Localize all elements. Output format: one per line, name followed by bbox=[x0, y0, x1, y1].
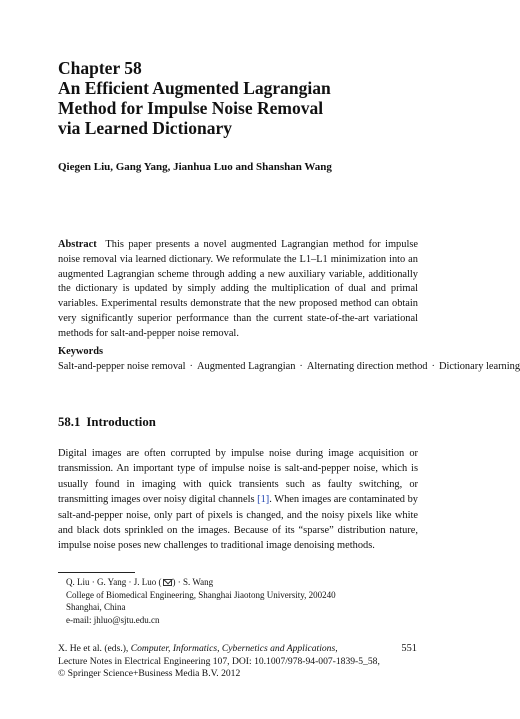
section-heading bbox=[58, 415, 156, 430]
footnote-authors-text: Q. Liu · G. Yang · J. Luo ( bbox=[66, 577, 162, 587]
footnote-authors bbox=[66, 576, 416, 589]
footnote-authors-text: ) · S. Wang bbox=[172, 577, 214, 587]
book-title: Computer, Informatics, Cybernetics and Applications bbox=[130, 643, 336, 654]
keyword-separator: · bbox=[431, 360, 435, 372]
footnote-city: Shanghai, China bbox=[66, 602, 126, 613]
keyword: Augmented Lagrangian bbox=[197, 360, 296, 372]
section-title: Introduction bbox=[86, 415, 156, 429]
chapter-title-line-1: An Efficient Augmented Lagrangian bbox=[58, 78, 331, 98]
chapter-heading bbox=[58, 58, 418, 138]
envelope-icon bbox=[163, 579, 172, 586]
abstract-text: This paper presents a novel augmented Lagrangian method for impulse noise removal via learned dictionary. We reformulate the L1–L1 minimization into an augmented Lagrangian scheme through adding a new auxiliary variable, additionally the dictionary is updated by simply adding the multiplication of dual and primal variables. Experimental results demonstrate that the new proposed method can obtain very significantly superior performance than the current state-of-the-art variational methods for salt-and-pepper noise removal. bbox=[58, 239, 418, 339]
publication-info bbox=[58, 643, 418, 681]
abstract-label: Abstract bbox=[58, 239, 97, 250]
editors-text: X. He et al. (eds.), bbox=[58, 643, 131, 654]
keyword: Dictionary learning bbox=[438, 360, 520, 372]
footnote-affiliation: College of Biomedical Engineering, Shanghai Jiaotong University, 200240 bbox=[66, 589, 336, 600]
keyword: Alternating direction method bbox=[306, 360, 428, 372]
footnote-rule bbox=[58, 572, 135, 573]
publication-line-1 bbox=[58, 643, 418, 656]
publication-line-3: © Springer Science+Business Media B.V. 2012 bbox=[58, 668, 241, 680]
intro-text: Digital images are often corrupted by impulse noise during image acquisition or transmission. An important type of impulse noise is salt-and-pepper noise, which is usually found in imaging with quick transients such as faulty switching, or transmitting images over noisy digital channels bbox=[58, 448, 418, 506]
footnote-email: e-mail: jhluo@sjtu.edu.cn bbox=[66, 614, 160, 625]
keyword-separator: · bbox=[299, 360, 303, 372]
keyword-separator: · bbox=[189, 360, 193, 372]
page-number: 551 bbox=[401, 643, 417, 654]
chapter-title-line-3: via Learned Dictionary bbox=[58, 118, 233, 138]
publication-line-2: Lecture Notes in Electrical Engineering 107, DOI: 10.1007/978-94-007-1839-5_58, bbox=[58, 655, 380, 667]
intro-paragraph bbox=[58, 446, 418, 554]
intro-text: . When images are contaminated by salt-and-pepper noise, only part of pixels is changed, and the noisy pixels like white and black dots sprinkled on the images. Because of its “sparse” distribution nature, impulse noise poses new challenges to traditional image denoising methods. bbox=[58, 494, 418, 552]
keywords bbox=[58, 345, 520, 375]
abstract bbox=[58, 238, 418, 342]
keyword: Salt-and-pepper noise removal bbox=[58, 360, 186, 372]
section-number: 58.1 bbox=[58, 415, 81, 429]
keywords-label: Keywords bbox=[58, 346, 104, 357]
chapter-label: Chapter 58 bbox=[58, 58, 142, 78]
author-footnote bbox=[66, 576, 416, 626]
citation-link[interactable]: [1] bbox=[257, 494, 270, 506]
chapter-title-line-2: Method for Impulse Noise Removal bbox=[58, 98, 324, 118]
author-list: Qiegen Liu, Gang Yang, Jianhua Luo and Shanshan Wang bbox=[58, 161, 332, 173]
punctuation: , bbox=[335, 643, 338, 654]
